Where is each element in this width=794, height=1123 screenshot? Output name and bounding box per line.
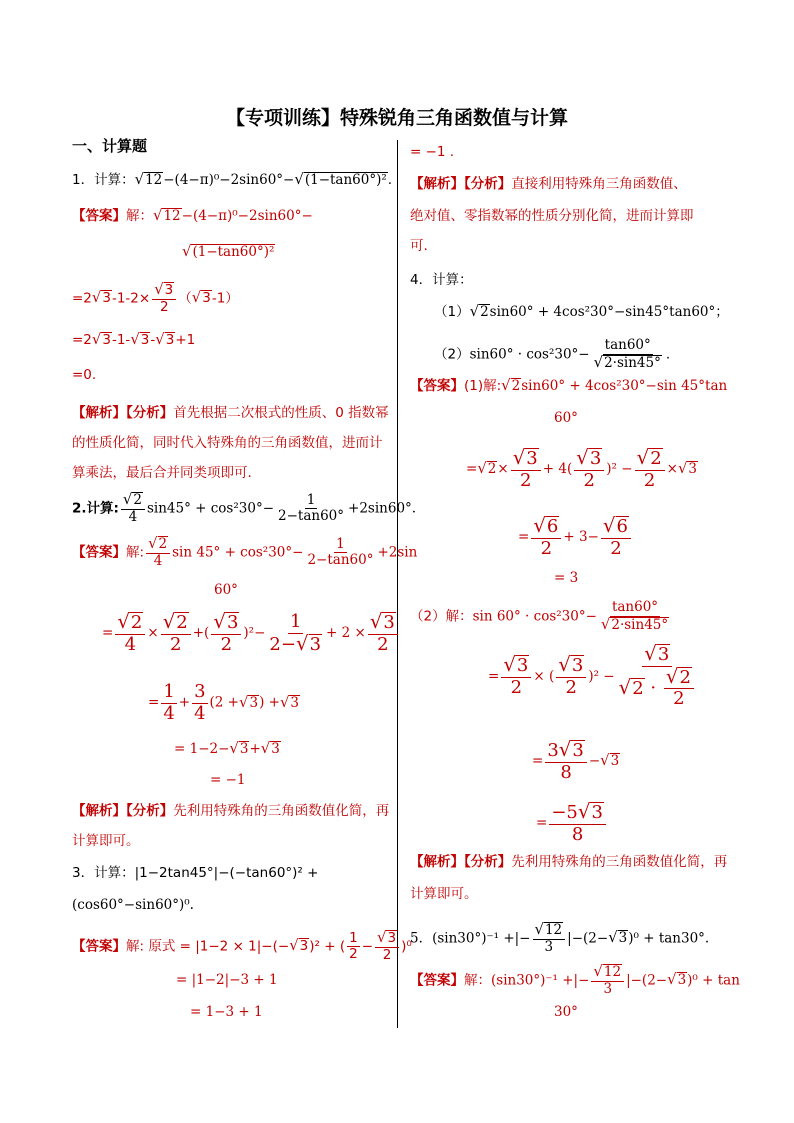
q1-prompt: 1．计算： √ 12 −(4−π)⁰−2sin60°− √ (1−tan60°)² . <box>72 169 393 188</box>
q3-step1: = |1−2|−3 + 1 <box>176 972 278 988</box>
q4-analysis: 【解析】【分析】先利用特殊角的三角函数值化简，再计算即可。 <box>410 854 728 902</box>
sqrt-12: √ 12 <box>134 169 163 188</box>
q1-prompt-expr: −(4−π)⁰−2sin60°− <box>163 172 295 188</box>
page-title: 【专项训练】特殊锐角三角函数值与计算 <box>225 107 568 129</box>
q4-answer1-wrap: 60° <box>554 410 578 426</box>
q3-analysis-line2: 绝对值、零指数幂的性质分别化简，进而计算即 <box>410 208 694 224</box>
q2-answer: 【答案】解: √ 2 4 sin 45° + cos²30°− $\frac{1}{2-\tan 60^\circ}$ +2sin <box>72 534 418 569</box>
q1-step2: =2 √ 3 -1- √ 3 - √ 3 +1 <box>72 329 196 348</box>
q3-prompt-line2: (cos60°−sin60°)⁰. <box>72 897 194 913</box>
q1-prompt-label: 1．计算： <box>72 172 135 188</box>
q4-a1-step2: = √ 6 2 + 3− √ 6 2 <box>518 516 633 559</box>
q4-a1-step1: = √ 2 × √ 3 2 + 4( √ 3 2 )² − √ 2 2 × √ 3 <box>466 446 698 491</box>
q1-step1: =2 √ 3 -1-2× √ 3 2 （ √ 3 -1） <box>72 280 239 315</box>
q1-analysis: 【解析】【分析】首先根据二次根式的性质、0 指数幂的性质化简，同时代入特殊角的三角函数值，进而计算乘法，最后合并同类项即可. <box>72 405 389 481</box>
q2-prompt: 2.计算: √ 2 4 sin45° + cos²30°− $\frac{1}{2-\tan 60^\circ}$ +2sin60°. <box>72 490 417 525</box>
q4-a2-step1: = √ 3 2 × ( √ 3 2 )² − √ 3 √ 2 · √ 2 2 <box>488 644 700 710</box>
q1-answer-root: √ (1−tan60°)² <box>182 242 275 261</box>
q1-step3: =0. <box>72 367 97 383</box>
q5-answer-wrap: 30° <box>554 1004 578 1020</box>
column-divider <box>397 140 398 1028</box>
q3-answer: 【答案】解: 原式 = |1−2 × 1|−(− √ 3 )² + ( $\frac{1}{2}$ − √ 3 2 )⁰ <box>72 928 412 963</box>
q4-part1: （1） √ 2 sin60° + 4cos²30°−sin45°tan60°； <box>434 301 729 320</box>
q5-prompt: 5．(sin30°)⁻¹ +|− √ 12 3 |−(2− √ 3 )⁰ + tan30°. <box>410 920 710 955</box>
q3-analysis-line3: 可. <box>410 238 428 254</box>
q4-part2: （2）sin60° · cos²30°− tan60° √ 2·sin45° . <box>434 337 671 371</box>
q2-step2: = $\frac{1}{4}$ + $\frac{3}{4}$ (2 + √ 3 ) + √ 3 <box>148 681 299 724</box>
q5-answer: 【答案】解：(sin30°)⁻¹ +|− √ 12 3 |−(2− √ 3 )⁰ + tan <box>410 962 740 997</box>
q4-a2-step3: = −5 √ 3 8 <box>536 802 608 845</box>
q4-answer2: （2）解：sin 60° · cos²30°− tan60° √ 2·sin45° <box>410 599 669 633</box>
q2-step4: = −1 <box>210 772 246 788</box>
q4-answer1: 【答案】(1)解: √ 2 sin60° + 4cos²30°−sin 45°tan <box>410 375 728 394</box>
q1-answer: 【答案】解： √ 12 −(4−π)⁰−2sin60°− <box>72 205 313 224</box>
q4-prompt: 4．计算： <box>410 272 473 288</box>
sqrt-term: √ (1−tan60°)² <box>294 169 387 188</box>
q3-analysis-line1: 【解析】【分析】直接利用特殊角三角函数值、 <box>410 176 687 192</box>
q4-a2-step2: = 3 √ 3 8 − √ 3 <box>532 738 620 783</box>
q2-step1: = √ 2 4 × √ 2 2 +( √ 3 2 )²− 1 2− √ 3 + 2 × √ 3 2 <box>102 612 400 655</box>
q2-step3: = 1−2− √ 3 + √ 3 <box>174 739 280 758</box>
answer-label: 【答案】 <box>72 208 126 224</box>
analysis-label: 【解析】【分析】 <box>72 405 174 421</box>
q2-analysis: 【解析】【分析】先利用特殊角的三角函数值化简，再计算即可。 <box>72 803 390 849</box>
q3-prompt-line1: 3．计算：|1−2tan45°|−(−tan60°)² + <box>72 865 319 881</box>
section-heading: 一、计算题 <box>72 137 148 155</box>
q4-a1-step3: = 3 <box>554 570 579 586</box>
q2-answer-wrap: 60° <box>214 582 238 598</box>
q3-step3: = −1 . <box>410 144 455 160</box>
q3-step2: = 1−3 + 1 <box>190 1004 263 1020</box>
